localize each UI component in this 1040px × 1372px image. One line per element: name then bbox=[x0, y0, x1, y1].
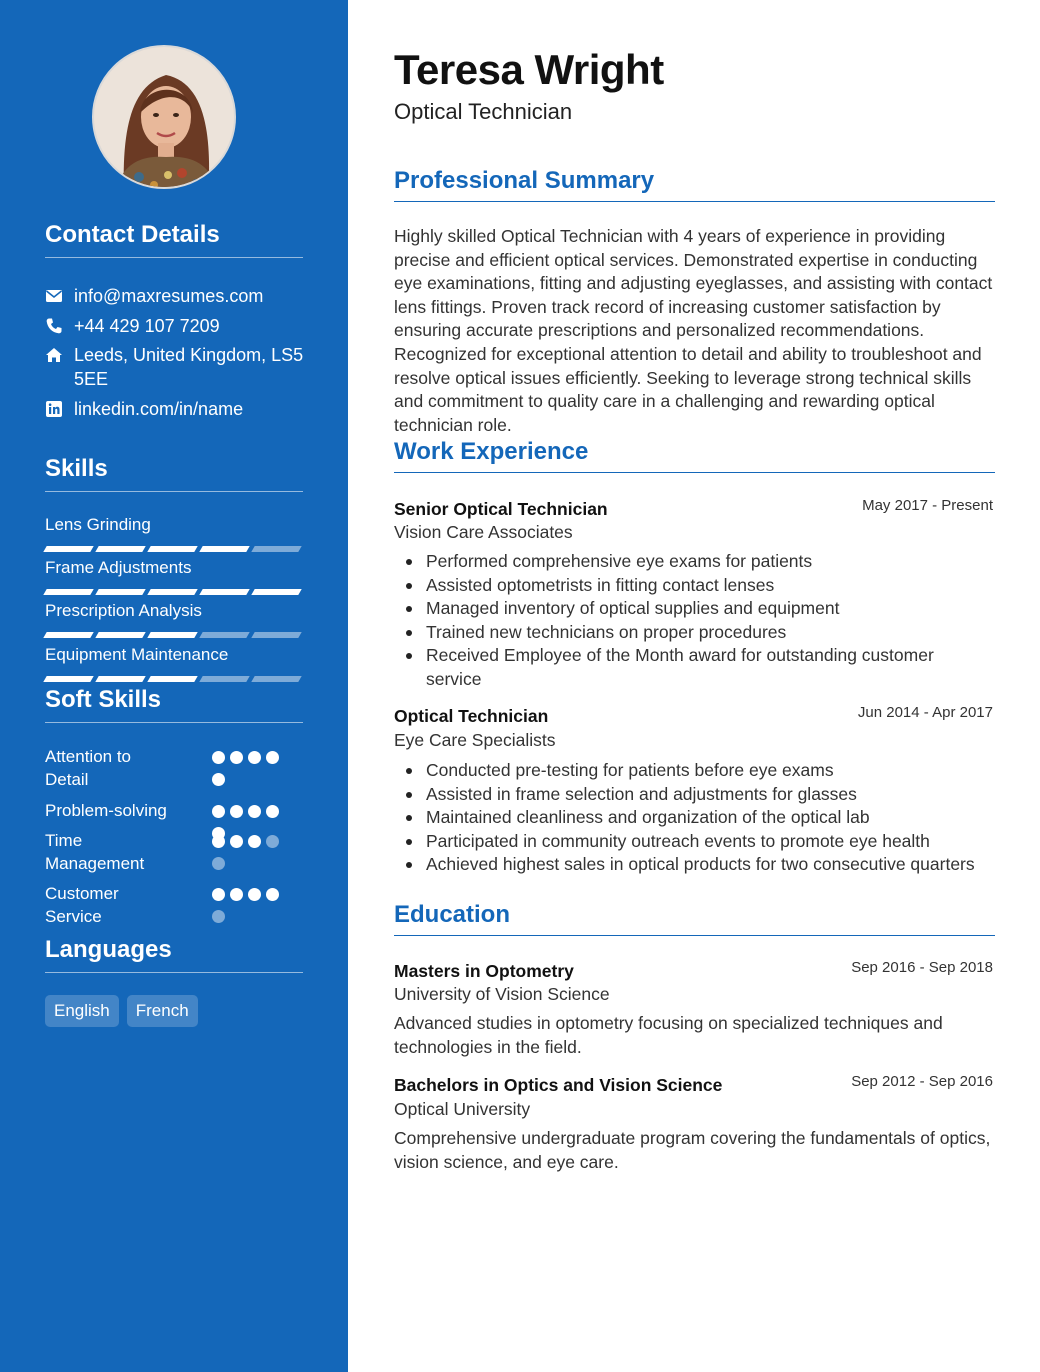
avatar bbox=[92, 45, 236, 189]
summary-heading: Professional Summary bbox=[394, 167, 995, 202]
soft-skill-dot bbox=[266, 888, 279, 901]
skill-level-bar bbox=[45, 546, 303, 552]
job-company: Eye Care Specialists bbox=[394, 730, 556, 750]
soft-skill-dot bbox=[248, 835, 261, 848]
soft-skill-dots bbox=[212, 888, 288, 923]
skill-name: Prescription Analysis bbox=[45, 601, 202, 620]
skill-name: Lens Grinding bbox=[45, 515, 151, 534]
soft-skill-item bbox=[45, 829, 303, 875]
skill-level-segment bbox=[95, 589, 145, 595]
soft-skill-dot bbox=[212, 910, 225, 923]
contact-address bbox=[45, 343, 305, 391]
candidate-name: Teresa Wright bbox=[394, 46, 664, 93]
address-text: Leeds, United Kingdom, LS5 5EE bbox=[74, 345, 304, 389]
skill-level-segment bbox=[147, 632, 197, 638]
skill-level-segment bbox=[147, 546, 197, 552]
degree-description: Comprehensive undergraduate program covering the fundamentals of optics, vision science, and eye care. bbox=[394, 1128, 991, 1172]
skill-item bbox=[45, 514, 303, 552]
language-list bbox=[45, 995, 198, 1027]
soft-skill-dot bbox=[248, 805, 261, 818]
soft-skill-dot bbox=[266, 805, 279, 818]
home-icon bbox=[45, 346, 63, 364]
skills-heading: Skills bbox=[45, 455, 303, 492]
skill-item bbox=[45, 557, 303, 595]
degree-title: Masters in Optometry bbox=[394, 961, 574, 981]
profile-photo bbox=[94, 47, 236, 189]
soft-skill-dot bbox=[212, 773, 225, 786]
list-item: Maintained cleanliness and organization of the optical lab bbox=[426, 806, 986, 830]
contact-email[interactable] bbox=[45, 284, 305, 308]
soft-skill-dot bbox=[212, 835, 225, 848]
list-item: Performed comprehensive eye exams for patients bbox=[426, 550, 986, 574]
job-date: May 2017 - Present bbox=[862, 497, 993, 514]
skill-level-segment bbox=[43, 546, 93, 552]
soft-skill-dots bbox=[212, 751, 288, 786]
skill-level-bar bbox=[45, 676, 303, 682]
degree-date: Sep 2016 - Sep 2018 bbox=[851, 959, 993, 976]
skill-item bbox=[45, 600, 303, 638]
degree-description: Advanced studies in optometry focusing on specialized techniques and technologies in the field. bbox=[394, 1013, 943, 1057]
list-item: Trained new technicians on proper procedures bbox=[426, 621, 986, 645]
experience-heading: Work Experience bbox=[394, 438, 995, 473]
skill-level-segment bbox=[251, 589, 301, 595]
soft-skill-name: Time Management bbox=[45, 831, 145, 873]
skill-level-segment bbox=[251, 676, 301, 682]
skill-name: Equipment Maintenance bbox=[45, 645, 229, 664]
skill-level-segment bbox=[199, 546, 249, 552]
soft-skill-dot bbox=[248, 888, 261, 901]
skill-level-segment bbox=[199, 632, 249, 638]
list-item: Received Employee of the Month award for outstanding customer service bbox=[426, 644, 986, 691]
soft-skill-dots bbox=[212, 835, 288, 870]
skill-level-segment bbox=[43, 676, 93, 682]
phone-text: +44 429 107 7209 bbox=[74, 316, 220, 336]
skill-level-segment bbox=[43, 589, 93, 595]
contact-phone[interactable] bbox=[45, 314, 305, 338]
list-item: Participated in community outreach events to promote eye health bbox=[426, 830, 986, 854]
job-company: Vision Care Associates bbox=[394, 522, 573, 542]
job-title: Senior Optical Technician bbox=[394, 499, 608, 519]
list-item: Managed inventory of optical supplies and equipment bbox=[426, 597, 986, 621]
soft-skill-item bbox=[45, 799, 303, 823]
skill-level-segment bbox=[95, 676, 145, 682]
degree-title: Bachelors in Optics and Vision Science bbox=[394, 1075, 723, 1095]
job-bullets bbox=[426, 759, 986, 877]
soft-skill-dot bbox=[212, 751, 225, 764]
soft-skill-dot bbox=[230, 835, 243, 848]
soft-skill-dot bbox=[212, 805, 225, 818]
skill-level-bar bbox=[45, 589, 303, 595]
languages-heading: Languages bbox=[45, 936, 303, 973]
job-date: Jun 2014 - Apr 2017 bbox=[857, 704, 993, 721]
list-item: Assisted in frame selection and adjustments for glasses bbox=[426, 783, 986, 807]
soft-skill-dot bbox=[230, 805, 243, 818]
soft-skill-name: Attention to Detail bbox=[45, 747, 132, 789]
education-heading: Education bbox=[394, 901, 995, 936]
soft-skill-dot bbox=[248, 751, 261, 764]
list-item: Assisted optometrists in fitting contact lenses bbox=[426, 574, 986, 598]
soft-skill-dot bbox=[212, 857, 225, 870]
soft-skill-dot bbox=[212, 888, 225, 901]
soft-skill-name: Customer Service bbox=[45, 884, 119, 926]
language-tag: English bbox=[45, 995, 119, 1027]
job-title: Optical Technician bbox=[394, 706, 549, 726]
soft-skill-dot bbox=[266, 835, 279, 848]
main-content bbox=[348, 0, 1040, 1372]
list-item: Conducted pre-testing for patients before eye exams bbox=[426, 759, 986, 783]
email-text: info@maxresumes.com bbox=[74, 286, 264, 306]
school-name: Optical University bbox=[394, 1099, 531, 1119]
list-item: Achieved highest sales in optical products for two consecutive quarters bbox=[426, 853, 986, 877]
skill-level-segment bbox=[147, 589, 197, 595]
skill-level-segment bbox=[147, 676, 197, 682]
degree-date: Sep 2012 - Sep 2016 bbox=[851, 1073, 993, 1090]
skill-level-segment bbox=[43, 632, 93, 638]
skill-level-segment bbox=[199, 676, 249, 682]
summary-text: Highly skilled Optical Technician with 4 years of experience in providing precise and efficient optical services. Demonstrated expertise in conducting eye examinations, fitting and adjusting eyeglasses, and assisting with contact lens fittings. Proven track record of increasing customer satisfaction by ensuring accurate prescriptions and personalized recommendations. Recognized for exceptional attention to detail and ability to troubleshoot and resolve optical issues efficiently. Seeking to leverage strong technical skills and commitment to quality care in a challenging and rewarding optical technician role. bbox=[394, 226, 993, 435]
contact-heading: Contact Details bbox=[45, 221, 303, 258]
soft-skills-heading: Soft Skills bbox=[45, 686, 303, 723]
soft-skill-dot bbox=[230, 888, 243, 901]
envelope-icon bbox=[45, 287, 63, 305]
skill-level-segment bbox=[251, 546, 301, 552]
contact-linkedin[interactable] bbox=[45, 397, 305, 421]
skill-level-segment bbox=[95, 546, 145, 552]
candidate-title: Optical Technician bbox=[394, 99, 573, 124]
soft-skill-dot bbox=[230, 751, 243, 764]
sidebar bbox=[0, 0, 348, 1372]
soft-skill-item bbox=[45, 882, 303, 928]
skill-name: Frame Adjustments bbox=[45, 558, 192, 577]
skill-level-bar bbox=[45, 632, 303, 638]
phone-icon bbox=[45, 317, 63, 335]
school-name: University of Vision Science bbox=[394, 984, 610, 1004]
linkedin-icon bbox=[45, 400, 63, 418]
language-tag: French bbox=[127, 995, 198, 1027]
linkedin-text: linkedin.com/in/name bbox=[74, 399, 244, 419]
soft-skill-dot bbox=[266, 751, 279, 764]
skill-level-segment bbox=[95, 632, 145, 638]
skill-item bbox=[45, 644, 303, 682]
job-bullets bbox=[426, 550, 986, 692]
soft-skill-item bbox=[45, 745, 303, 791]
skill-level-segment bbox=[251, 632, 301, 638]
skill-level-segment bbox=[199, 589, 249, 595]
soft-skill-name: Problem-solving bbox=[45, 801, 167, 820]
